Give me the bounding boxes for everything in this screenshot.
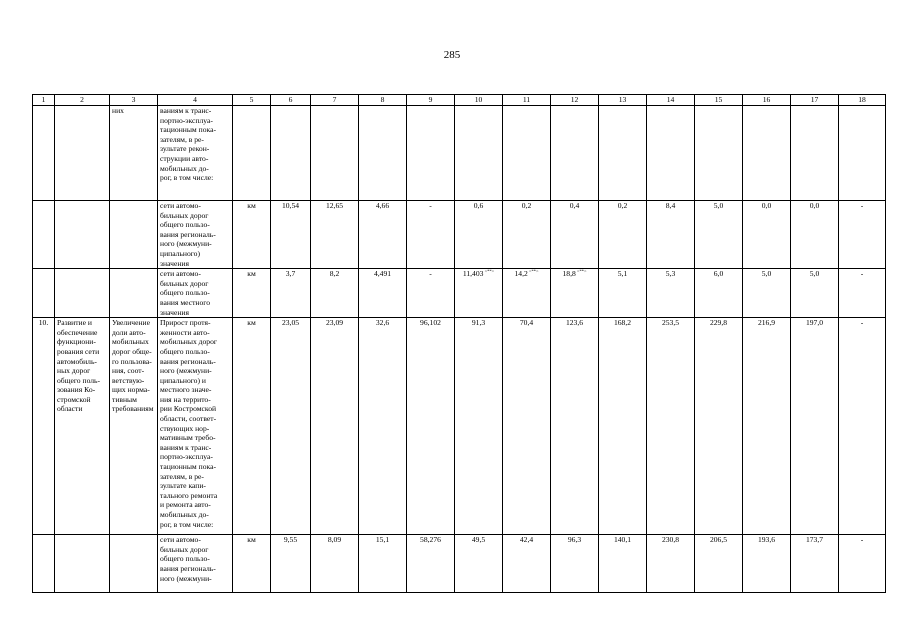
column-header-2: 2 [55, 95, 110, 106]
column-header-7: 7 [311, 95, 359, 106]
cell-col-1 [33, 269, 55, 318]
cell-col-3 [110, 201, 158, 269]
cell-col-16: 0,0 [743, 201, 791, 269]
cell-col-18: - [839, 269, 886, 318]
cell-col-16: 193,6 [743, 535, 791, 593]
cell-col-12: 123,6 [551, 318, 599, 535]
cell-col-5 [233, 106, 271, 201]
cell-col-7 [311, 106, 359, 201]
cell-col-4: сети автомо- бильных дорог общего пользо- вания местного значения [158, 269, 233, 318]
cell-col-3: Увеличение доли авто- мобильных дорог обще- го пользова- ния, соот- ветствую- щих норма- тивным требованиям [110, 318, 158, 535]
cell-col-14 [647, 106, 695, 201]
cell-col-9: 58,276 [407, 535, 455, 593]
cell-col-13: 5,1 [599, 269, 647, 318]
cell-col-13: 140,1 [599, 535, 647, 593]
cell-col-9: - [407, 201, 455, 269]
cell-col-16 [743, 106, 791, 201]
cell-col-18: - [839, 318, 886, 535]
cell-col-2 [55, 535, 110, 593]
column-header-9: 9 [407, 95, 455, 106]
cell-col-1: 10. [33, 318, 55, 535]
cell-col-17 [791, 106, 839, 201]
cell-col-11 [503, 106, 551, 201]
cell-col-7: 8,2 [311, 269, 359, 318]
column-header-16: 16 [743, 95, 791, 106]
column-header-17: 17 [791, 95, 839, 106]
cell-col-1 [33, 106, 55, 201]
column-header-18: 18 [839, 95, 886, 106]
cell-col-3 [110, 535, 158, 593]
cell-col-18: - [839, 201, 886, 269]
cell-col-1 [33, 201, 55, 269]
cell-col-4: сети автомо- бильных дорог общего пользо- вания региональ- ного (межмуни- [158, 535, 233, 593]
cell-col-3: них [110, 106, 158, 201]
cell-col-14: 5,3 [647, 269, 695, 318]
cell-col-18 [839, 106, 886, 201]
table-row [33, 535, 886, 593]
cell-col-7: 8,09 [311, 535, 359, 593]
cell-col-7: 23,09 [311, 318, 359, 535]
cell-col-1 [33, 535, 55, 593]
cell-col-8 [359, 106, 407, 201]
cell-col-13: 168,2 [599, 318, 647, 535]
table-row [33, 318, 886, 535]
table-row [33, 106, 886, 201]
table-row [33, 269, 886, 318]
cell-col-6: 23,05 [271, 318, 311, 535]
cell-col-15: 206,5 [695, 535, 743, 593]
column-header-8: 8 [359, 95, 407, 106]
cell-col-15: 5,0 [695, 201, 743, 269]
cell-col-11: 14,2 <**> [503, 269, 551, 318]
cell-col-14: 8,4 [647, 201, 695, 269]
cell-col-17: 197,0 [791, 318, 839, 535]
cell-col-16: 216,9 [743, 318, 791, 535]
cell-col-13: 0,2 [599, 201, 647, 269]
column-header-12: 12 [551, 95, 599, 106]
header-row [33, 95, 886, 106]
cell-col-10: 49,5 [455, 535, 503, 593]
column-header-14: 14 [647, 95, 695, 106]
cell-col-11: 70,4 [503, 318, 551, 535]
cell-col-6: 3,7 [271, 269, 311, 318]
cell-col-6: 10,54 [271, 201, 311, 269]
cell-col-8: 4,66 [359, 201, 407, 269]
cell-col-16: 5,0 [743, 269, 791, 318]
column-header-11: 11 [503, 95, 551, 106]
cell-col-12: 0,4 [551, 201, 599, 269]
column-header-6: 6 [271, 95, 311, 106]
cell-col-8: 15,1 [359, 535, 407, 593]
cell-col-5: км [233, 318, 271, 535]
footnote-mark: <**> [575, 268, 587, 274]
cell-col-15 [695, 106, 743, 201]
cell-col-15: 229,8 [695, 318, 743, 535]
cell-col-15: 6,0 [695, 269, 743, 318]
cell-col-14: 253,5 [647, 318, 695, 535]
cell-col-17: 5,0 [791, 269, 839, 318]
cell-col-11: 0,2 [503, 201, 551, 269]
cell-col-5: км [233, 269, 271, 318]
footnote-mark: <**> [527, 268, 539, 274]
cell-col-17: 0,0 [791, 201, 839, 269]
cell-col-9 [407, 106, 455, 201]
cell-col-6: 9,55 [271, 535, 311, 593]
cell-col-2 [55, 106, 110, 201]
cell-col-14: 230,8 [647, 535, 695, 593]
column-header-15: 15 [695, 95, 743, 106]
cell-col-2 [55, 201, 110, 269]
cell-col-9: - [407, 269, 455, 318]
cell-col-13 [599, 106, 647, 201]
data-table [32, 94, 886, 593]
column-header-13: 13 [599, 95, 647, 106]
table-row [33, 201, 886, 269]
cell-col-6 [271, 106, 311, 201]
column-header-4: 4 [158, 95, 233, 106]
cell-col-8: 4,491 [359, 269, 407, 318]
cell-col-12: 18,8 <**> [551, 269, 599, 318]
cell-col-11: 42,4 [503, 535, 551, 593]
cell-col-4: сети автомо- бильных дорог общего пользо- вания региональ- ного (межмуни- ципального) значения [158, 201, 233, 269]
column-header-3: 3 [110, 95, 158, 106]
page-number: 285 [443, 49, 461, 61]
cell-col-10: 0,6 [455, 201, 503, 269]
cell-col-5: км [233, 535, 271, 593]
cell-col-10: 11,403 <**> [455, 269, 503, 318]
cell-col-8: 32,6 [359, 318, 407, 535]
footnote-mark: <**> [483, 268, 495, 274]
cell-col-17: 173,7 [791, 535, 839, 593]
cell-col-9: 96,102 [407, 318, 455, 535]
cell-col-18: - [839, 535, 886, 593]
cell-col-10 [455, 106, 503, 201]
column-header-10: 10 [455, 95, 503, 106]
cell-col-12: 96,3 [551, 535, 599, 593]
cell-col-5: км [233, 201, 271, 269]
cell-col-7: 12,65 [311, 201, 359, 269]
cell-col-4: ваниям к транс- портно-эксплуа- тационным пока- зателям, в ре- зультате рекон- струкции авто- мобильных до- рог, в том числе: [158, 106, 233, 201]
column-header-1: 1 [33, 95, 55, 106]
cell-col-4: Прирост протя- женности авто- мобильных дорог общего пользо- вания региональ- ного (межмуни- ципального) и местного значе- ния на террито- рии Костромской области, соответ- ствующих нор- мативным требо- ваниям к транс- портно-эксплуа- тационным пока- зателям, в ре- зультате капи- тального ремонта и ремонта авто- мобильных до- рог, в том числе: [158, 318, 233, 535]
cell-col-2: Развитие и обеспечение функциони- рования сети автомобиль- ных дорог общего поль- зования Ко- стромской области [55, 318, 110, 535]
cell-col-3 [110, 269, 158, 318]
column-header-5: 5 [233, 95, 271, 106]
cell-col-12 [551, 106, 599, 201]
cell-col-10: 91,3 [455, 318, 503, 535]
cell-col-2 [55, 269, 110, 318]
